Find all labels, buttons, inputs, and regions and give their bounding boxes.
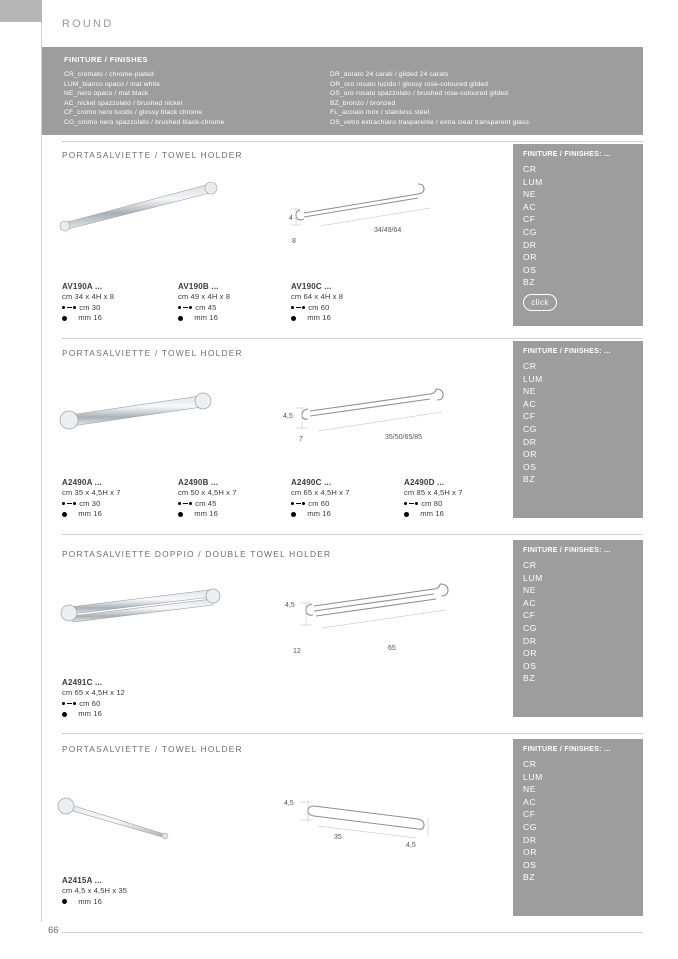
- packaging-value: cm 45: [195, 498, 217, 508]
- finish-code: CF: [523, 411, 536, 422]
- product-code: A2491C ...: [62, 678, 103, 687]
- product-dimensions: cm 50 x 4,5H x 7: [178, 488, 237, 498]
- packaging-row: [404, 499, 463, 509]
- left-rail: [0, 0, 42, 959]
- finish-code: BZ: [523, 474, 536, 485]
- packaging-row: [62, 699, 125, 709]
- product-dimensions: cm 49 x 4H x 8: [178, 292, 231, 302]
- finish-code: CG: [523, 821, 538, 832]
- dimension-label: 34/49/64: [374, 227, 402, 234]
- packaging-row: [62, 709, 125, 719]
- dimension-label: 4,5: [285, 602, 295, 609]
- packaging-value: mm 16: [307, 313, 331, 323]
- finish-code: LUM: [523, 176, 543, 187]
- product-code: AV190B ...: [178, 282, 219, 291]
- finish-legend-item: OS_oro rosato spazzolato / brushed rose-coloured gilded: [330, 90, 509, 98]
- product-code: A2490D ...: [404, 478, 445, 487]
- finish-code: CR: [523, 560, 537, 570]
- finish-legend-item: BZ_bronzo / bronzed: [330, 99, 396, 107]
- finish-code: LUM: [523, 373, 543, 384]
- finish-code: CG: [523, 226, 538, 237]
- page-title: ROUND: [62, 18, 114, 30]
- packaging-row: [62, 509, 121, 519]
- product-dimensions: cm 64 x 4H x 8: [291, 292, 344, 302]
- finish-code: CG: [523, 423, 538, 434]
- dimension-label: 65: [388, 645, 396, 652]
- finish-code: DR: [523, 834, 537, 845]
- packaging-row: [62, 499, 121, 509]
- product-photo: [50, 582, 230, 632]
- finish-code: AC: [523, 398, 537, 409]
- product-photo: [52, 790, 182, 845]
- dimension-label: 35: [334, 834, 342, 841]
- section-divider: [62, 534, 643, 535]
- section-title: PORTASALVIETTE DOPPIO / DOUBLE TOWEL HOLDER: [62, 549, 332, 559]
- finish-code: CG: [523, 622, 538, 633]
- product-dimensions: cm 65 x 4,5H x 7: [291, 488, 350, 498]
- finish-legend-item: AC_nickel spazzolato / brushed nickel: [64, 99, 183, 107]
- finish-code: OR: [523, 847, 538, 858]
- technical-drawing: [296, 385, 466, 445]
- packaging-value: mm 16: [78, 896, 102, 906]
- packaging-row: [178, 509, 237, 519]
- finishes-panel: [513, 739, 643, 916]
- finish-code-list: [523, 758, 543, 884]
- product-code: A2415A ...: [62, 876, 102, 885]
- finishes-legend-left-column: [64, 70, 224, 128]
- finish-code: CR: [523, 361, 537, 371]
- finish-code: BZ: [523, 673, 536, 684]
- left-rule: [41, 22, 42, 922]
- finish-code: CF: [523, 809, 536, 820]
- packaging-value: cm 60: [79, 698, 101, 708]
- packaging-value: mm 16: [307, 509, 331, 519]
- finish-code: CR: [523, 164, 537, 174]
- packaging-value: cm 60: [308, 302, 330, 312]
- packaging-row: [62, 313, 114, 323]
- finishes-panel-title: FINITURE / FINISHES: ...: [523, 151, 611, 158]
- finishes-panel: [513, 144, 643, 326]
- packaging-value: mm 16: [78, 313, 102, 323]
- finish-legend-item: LUM_bianco opaco / mat white: [64, 80, 161, 88]
- finish-legend-item: DR_dorato 24 carati / gilded 24 carats: [330, 71, 449, 78]
- finish-legend-item: CG_cromo nero spazzolato / brushed black-chrome: [64, 118, 225, 126]
- product-dimensions: cm 34 x 4H x 8: [62, 292, 115, 302]
- packaging-row: [62, 897, 127, 907]
- packaging-value: mm 16: [78, 709, 102, 719]
- section-divider: [62, 141, 643, 142]
- section-title: PORTASALVIETTE / TOWEL HOLDER: [62, 150, 243, 160]
- section-title: PORTASALVIETTE / TOWEL HOLDER: [62, 744, 243, 754]
- packaging-value: mm 16: [194, 313, 218, 323]
- finish-code: NE: [523, 585, 537, 596]
- product-dimensions: cm 4,5 x 4,5H x 35: [62, 886, 128, 896]
- finish-code: OS: [523, 859, 537, 870]
- technical-drawing: [300, 580, 470, 635]
- product-photo: [58, 175, 228, 235]
- product-code: A2490C ...: [291, 478, 332, 487]
- product-dimensions: cm 85 x 4,5H x 7: [404, 488, 463, 498]
- finish-code: BZ: [523, 277, 536, 288]
- packaging-value: mm 16: [78, 509, 102, 519]
- finish-code: NE: [523, 386, 537, 397]
- product-entry: [178, 282, 230, 324]
- finishes-legend: [42, 47, 643, 135]
- finish-code: AC: [523, 597, 537, 608]
- product-entry: [62, 678, 125, 720]
- packaging-row: [291, 509, 350, 519]
- packaging-value: mm 16: [420, 509, 444, 519]
- footer-divider: [62, 932, 643, 933]
- finish-code: CR: [523, 759, 537, 769]
- finish-legend-item: CR_cromato / chrome-plated: [64, 71, 154, 78]
- product-entry: [291, 478, 350, 520]
- finish-code: OR: [523, 252, 538, 263]
- finish-legend-item: OR_oro rosato lucido / glossy rose-coloured gilded: [330, 80, 489, 88]
- product-entry: [62, 282, 114, 324]
- packaging-row: [291, 499, 350, 509]
- section-title: PORTASALVIETTE / TOWEL HOLDER: [62, 348, 243, 358]
- packaging-row: [291, 303, 343, 313]
- finishes-panel: [513, 341, 643, 518]
- finish-code: OS: [523, 660, 537, 671]
- packaging-value: cm 80: [421, 498, 443, 508]
- finish-code: NE: [523, 189, 537, 200]
- finishes-legend-right-column: [330, 70, 529, 128]
- finish-code: OR: [523, 648, 538, 659]
- packaging-row: [404, 509, 463, 519]
- technical-drawing: [300, 788, 460, 843]
- finish-code: DR: [523, 239, 537, 250]
- finishes-panel-title: FINITURE / FINISHES: ...: [523, 547, 611, 554]
- product-entry: [62, 876, 127, 907]
- finish-code-list: [523, 163, 543, 289]
- finish-legend-item: CF_cromo nero lucido / glossy black chrome: [64, 109, 203, 117]
- packaging-row: [62, 303, 114, 313]
- finish-legend-item: OS_vetro extrachiaro trasparente / extra clear transparent glass: [330, 118, 529, 126]
- finish-code: CF: [523, 214, 536, 225]
- dimension-label: 8: [292, 238, 296, 245]
- section-divider: [62, 338, 643, 339]
- product-photo: [50, 385, 220, 435]
- finishes-panel-title: FINITURE / FINISHES: ...: [523, 746, 611, 753]
- product-dimensions: cm 35 x 4,5H x 7: [62, 488, 121, 498]
- product-code: AV190A ...: [62, 282, 103, 291]
- dimension-label: 35/50/65/85: [385, 434, 422, 441]
- packaging-row: [178, 303, 230, 313]
- finish-legend-item: FL_acciaio inox / stainless steel: [330, 109, 430, 117]
- packaging-value: cm 30: [79, 498, 101, 508]
- product-entry: [291, 282, 343, 324]
- dimension-label: 4,5: [406, 842, 416, 849]
- product-code: A2490B ...: [178, 478, 219, 487]
- finish-code: AC: [523, 796, 537, 807]
- dimension-label: 4,5: [284, 800, 294, 807]
- finish-code: DR: [523, 635, 537, 646]
- finish-code: LUM: [523, 771, 543, 782]
- packaging-value: cm 30: [79, 302, 101, 312]
- product-entry: [178, 478, 237, 520]
- dimension-label: 12: [293, 648, 301, 655]
- finishes-panel-title: FINITURE / FINISHES: ...: [523, 348, 611, 355]
- finish-code-list: [523, 360, 543, 486]
- finish-code: OR: [523, 449, 538, 460]
- finish-code: OS: [523, 461, 537, 472]
- dimension-label: 4,5: [283, 413, 293, 420]
- dimension-label: 4: [289, 215, 293, 222]
- page-number: 66: [48, 925, 59, 936]
- finish-code: DR: [523, 436, 537, 447]
- product-entry: [62, 478, 121, 520]
- product-entry: [404, 478, 463, 520]
- section-divider: [62, 733, 643, 734]
- finishes-panel: [513, 540, 643, 717]
- click-button[interactable]: click: [523, 294, 557, 311]
- packaging-row: [291, 313, 343, 323]
- finish-code: LUM: [523, 572, 543, 583]
- technical-drawing: [290, 180, 450, 240]
- product-code: AV190C ...: [291, 282, 332, 291]
- finish-legend-item: NE_nero opaco / mat black: [64, 90, 149, 98]
- dimension-label: 7: [299, 436, 303, 443]
- packaging-value: cm 60: [308, 498, 330, 508]
- product-dimensions: cm 65 x 4,5H x 12: [62, 688, 125, 698]
- finishes-legend-title: FINITURE / FINISHES: [64, 55, 148, 64]
- finish-code: AC: [523, 201, 537, 212]
- packaging-value: mm 16: [194, 509, 218, 519]
- packaging-value: cm 45: [195, 302, 217, 312]
- finish-code: NE: [523, 784, 537, 795]
- packaging-row: [178, 499, 237, 509]
- packaging-row: [178, 313, 230, 323]
- finish-code: OS: [523, 264, 537, 275]
- page-corner-tab: [0, 0, 42, 22]
- finish-code-list: [523, 559, 543, 685]
- product-code: A2490A ...: [62, 478, 102, 487]
- finish-code: BZ: [523, 872, 536, 883]
- finish-code: CF: [523, 610, 536, 621]
